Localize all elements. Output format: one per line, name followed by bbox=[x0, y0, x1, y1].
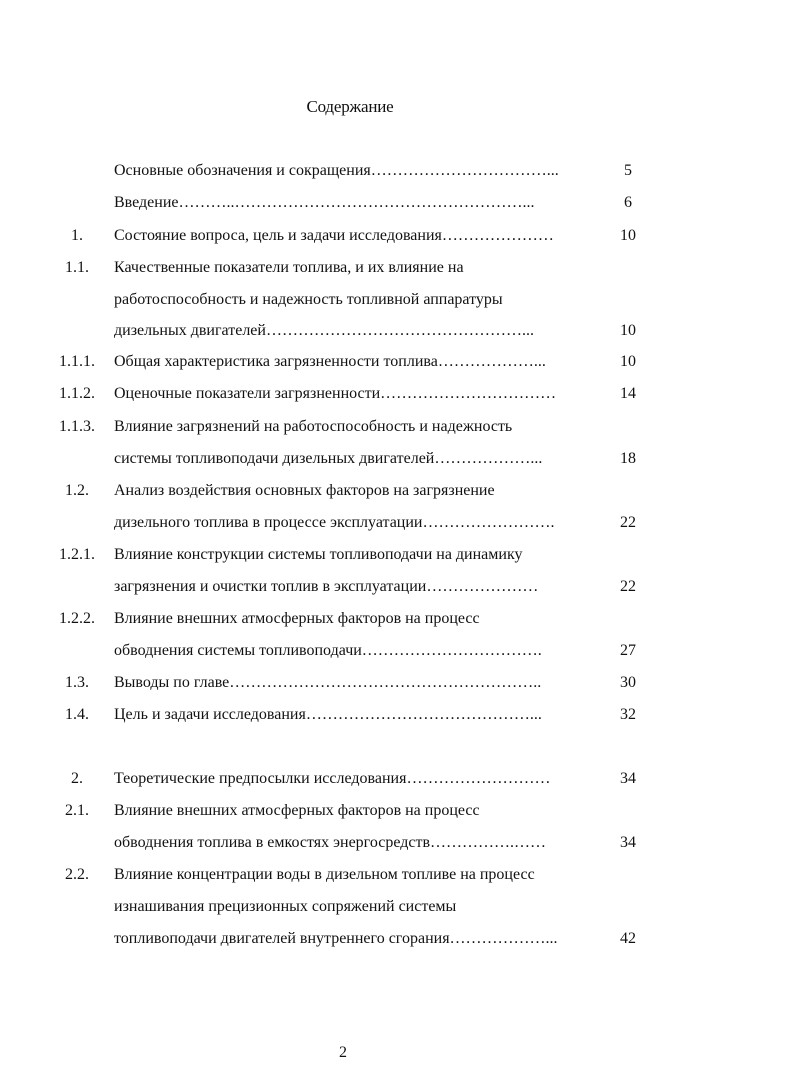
toc-entry-page: 22 bbox=[620, 578, 636, 595]
toc-entry bbox=[0, 703, 796, 727]
toc-entry-page: 5 bbox=[624, 162, 632, 179]
toc-entry-number: 1.2.2. bbox=[59, 610, 95, 627]
toc-entry-continuation bbox=[0, 575, 796, 599]
toc-entry bbox=[0, 863, 796, 887]
toc-entry-number: 1.1.1. bbox=[59, 353, 95, 370]
toc-entry-text: Влияние концентрации воды в дизельном топливе на процесс bbox=[114, 866, 535, 883]
toc-entry-number: 2.1. bbox=[65, 802, 89, 819]
toc-entry-number: 2. bbox=[71, 770, 83, 787]
toc-entry bbox=[0, 767, 796, 791]
toc-entry-page: 42 bbox=[620, 930, 636, 947]
toc-entry bbox=[0, 415, 796, 439]
toc-entry-page: 6 bbox=[624, 194, 632, 211]
toc-entry bbox=[0, 256, 796, 280]
toc-entry-page: 30 bbox=[620, 674, 636, 691]
toc-entry-text: Выводы по главе………………………………………………….. bbox=[114, 674, 542, 691]
toc-entry-continuation bbox=[0, 319, 796, 343]
toc-entry-number: 1.2. bbox=[65, 482, 89, 499]
toc-entry-page: 10 bbox=[620, 353, 636, 370]
toc-entry-continuation bbox=[0, 831, 796, 855]
toc-entry-page: 18 bbox=[620, 450, 636, 467]
toc-entry bbox=[0, 350, 796, 374]
toc-entry-number: 1.1.3. bbox=[59, 418, 95, 435]
toc-entry-number: 1.2.1. bbox=[59, 546, 95, 563]
toc-entry-continuation bbox=[0, 895, 796, 919]
toc-entry-continuation bbox=[0, 927, 796, 951]
toc-entry-page: 32 bbox=[620, 706, 636, 723]
toc-entry-number: 2.2. bbox=[65, 866, 89, 883]
page-number: 2 bbox=[339, 1044, 347, 1061]
toc-entry-page: 22 bbox=[620, 514, 636, 531]
toc-entry-text: дизельного топлива в процессе эксплуатации……………………. bbox=[114, 514, 555, 531]
toc-entry-number: 1. bbox=[71, 227, 83, 244]
toc-entry-text: Цель и задачи исследования……………………………………... bbox=[114, 706, 542, 723]
toc-entry bbox=[0, 191, 796, 215]
toc-entry-text: загрязнения и очистки топлив в эксплуатации………………… bbox=[114, 578, 539, 595]
toc-entry-text: Влияние конструкции системы топливоподачи на динамику bbox=[114, 546, 523, 563]
toc-entry bbox=[0, 479, 796, 503]
toc-entry-text: Качественные показатели топлива, и их влияние на bbox=[114, 259, 464, 276]
toc-entry-text: Состояние вопроса, цель и задачи исследования………………… bbox=[114, 227, 554, 244]
toc-entry-page: 10 bbox=[620, 227, 636, 244]
toc-entry-number: 1.1. bbox=[65, 259, 89, 276]
page-title: Содержание bbox=[306, 97, 394, 116]
toc-entry-number: 1.3. bbox=[65, 674, 89, 691]
toc-entry-text: Теоретические предпосылки исследования……………………… bbox=[114, 770, 551, 787]
toc-entry-text: топливоподачи двигателей внутреннего сгорания………………... bbox=[114, 930, 558, 947]
toc-entry-text: Влияние внешних атмосферных факторов на процесс bbox=[114, 610, 480, 627]
toc-entry-page: 14 bbox=[620, 385, 636, 402]
toc-entry bbox=[0, 224, 796, 248]
toc-entry-continuation bbox=[0, 447, 796, 471]
toc-entry-text: Основные обозначения и сокращения……………………………... bbox=[114, 162, 559, 179]
toc-entry-text: Оценочные показатели загрязненности…………………………… bbox=[114, 385, 557, 402]
toc-entry-text: системы топливоподачи дизельных двигателей………………... bbox=[114, 450, 543, 467]
toc-entry-text: Влияние внешних атмосферных факторов на процесс bbox=[114, 802, 480, 819]
toc-entry-page: 34 bbox=[620, 770, 636, 787]
toc-entry-text: Введение………..………………………………………………... bbox=[114, 194, 535, 211]
toc-entry bbox=[0, 382, 796, 406]
toc-entry-text: изнашивания прецизионных сопряжений системы bbox=[114, 898, 457, 915]
toc-entry-text: работоспособность и надежность топливной аппаратуры bbox=[114, 291, 503, 308]
toc-entry bbox=[0, 159, 796, 183]
toc-entry bbox=[0, 607, 796, 631]
toc-entry-text: обводнения топлива в емкостях энергосредств…………….…… bbox=[114, 834, 547, 851]
toc-entry bbox=[0, 671, 796, 695]
toc-entry-text: дизельных двигателей…………………………………………... bbox=[114, 322, 534, 339]
toc-entry-page: 27 bbox=[620, 642, 636, 659]
toc-entry-text: Влияние загрязнений на работоспособность и надежность bbox=[114, 418, 513, 435]
toc-entry-text: обводнения системы топливоподачи……………………………. bbox=[114, 642, 542, 659]
toc-entry-page: 10 bbox=[620, 322, 636, 339]
toc-entry bbox=[0, 799, 796, 823]
toc-entry-text: Анализ воздействия основных факторов на загрязнение bbox=[114, 482, 495, 499]
toc-entry-continuation bbox=[0, 511, 796, 535]
toc-entry-continuation bbox=[0, 288, 796, 312]
toc-entry-continuation bbox=[0, 639, 796, 663]
toc-entry-text: Общая характеристика загрязненности топлива………………... bbox=[114, 353, 546, 370]
toc-entry bbox=[0, 543, 796, 567]
toc-entry-number: 1.1.2. bbox=[59, 385, 95, 402]
toc-entry-number: 1.4. bbox=[65, 706, 89, 723]
toc-entry-page: 34 bbox=[620, 834, 636, 851]
